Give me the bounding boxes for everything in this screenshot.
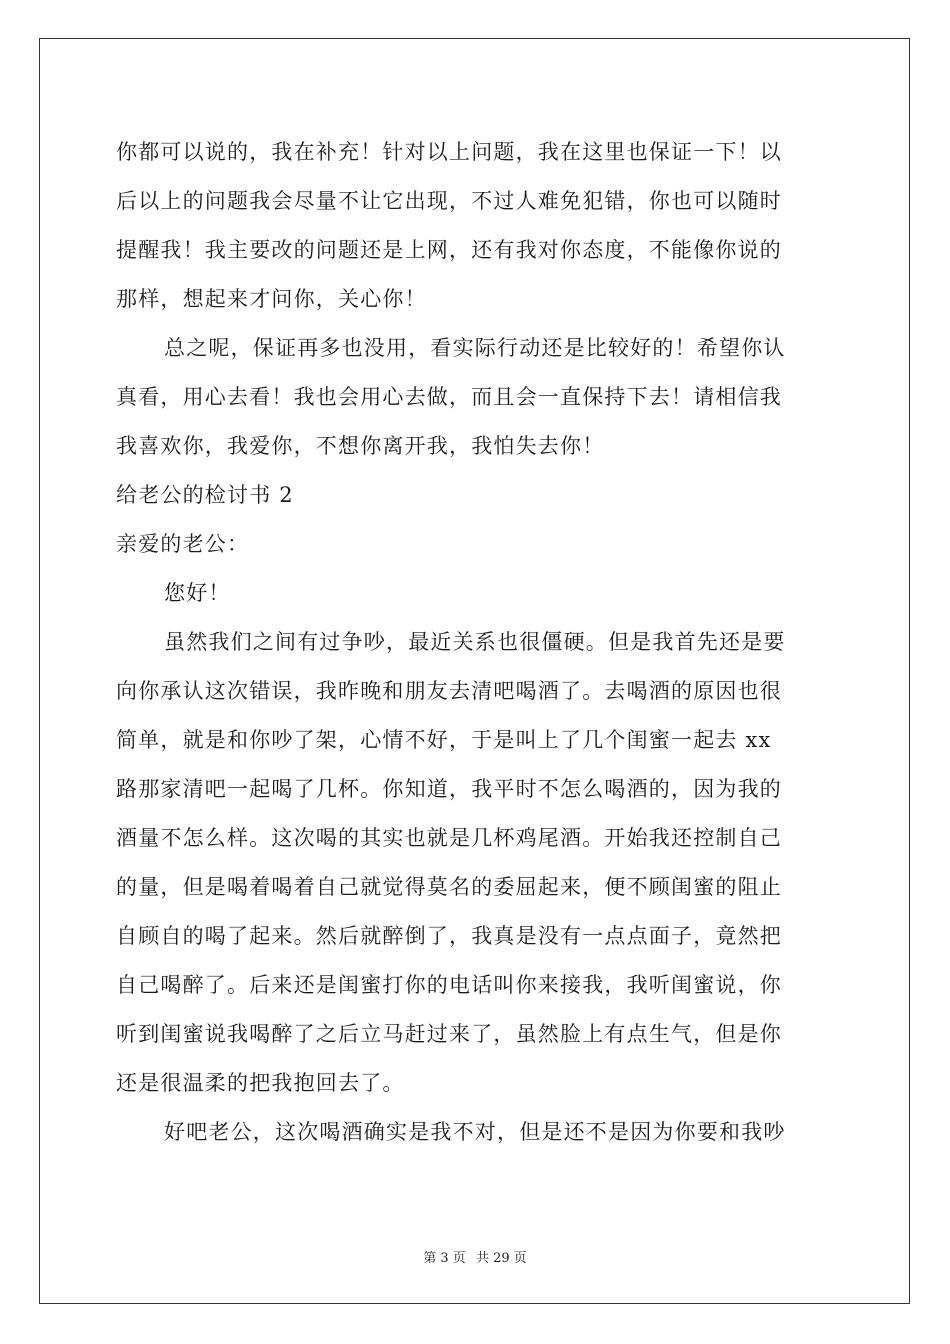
page-footer (0, 1247, 950, 1266)
document-body (116, 128, 838, 1157)
page-total: 共 29 页 (475, 1251, 527, 1266)
text-line: 自顾自的喝了起来。然后就醉倒了，我真是没有一点点面子，竟然把 (116, 924, 782, 948)
section-title: 给老公的检讨书 2 (116, 483, 294, 507)
text-line: 路那家清吧一起喝了几杯。你知道，我平时不怎么喝酒的，因为我的 (116, 777, 782, 801)
text-line: 的量，但是喝着喝着自己就觉得莫名的委屈起来，便不顾闺蜜的阻止 (116, 875, 782, 899)
text-line: 后以上的问题我会尽量不让它出现，不过人难免犯错，你也可以随时 (116, 189, 782, 213)
page-number: 第 3 页 (423, 1251, 466, 1266)
text-line: 向你承认这次错误，我昨晚和朋友去清吧喝酒了。去喝酒的原因也很 (116, 679, 782, 703)
salutation: 亲爱的老公： (116, 532, 250, 556)
text-line: 真看，用心去看！我也会用心去做，而且会一直保持下去！请相信我 (116, 385, 782, 409)
text-line: 听到闺蜜说我喝醉了之后立马赶过来了，虽然脸上有点生气，但是你 (116, 1022, 782, 1046)
paragraph-start-line: 虽然我们之间有过争吵，最近关系也很僵硬。但是我首先还是要 (164, 630, 786, 654)
text-line: 那样，想起来才问你，关心你！ (116, 287, 427, 311)
text-line: 简单，就是和你吵了架，心情不好，于是叫上了几个闺蜜一起去 xx (116, 728, 772, 752)
text-line: 还是很温柔的把我抱回去了。 (116, 1071, 405, 1095)
text-line: 提醒我！我主要改的问题还是上网，还有我对你态度，不能像你说的 (116, 238, 782, 262)
greeting: 您好！ (164, 581, 231, 605)
paragraph-start-line: 好吧老公，这次喝酒确实是我不对，但是还不是因为你要和我吵 (164, 1120, 786, 1144)
text-line: 自己喝醉了。后来还是闺蜜打你的电话叫你来接我，我听闺蜜说，你 (116, 973, 782, 997)
text-line: 你都可以说的，我在补充！针对以上问题，我在这里也保证一下！以 (116, 140, 782, 164)
paragraph-start-line: 总之呢，保证再多也没用，看实际行动还是比较好的！希望你认 (164, 336, 786, 360)
text-line: 我喜欢你，我爱你，不想你离开我，我怕失去你！ (116, 434, 605, 458)
text-line: 酒量不怎么样。这次喝的其实也就是几杯鸡尾酒。开始我还控制自己 (116, 826, 782, 850)
